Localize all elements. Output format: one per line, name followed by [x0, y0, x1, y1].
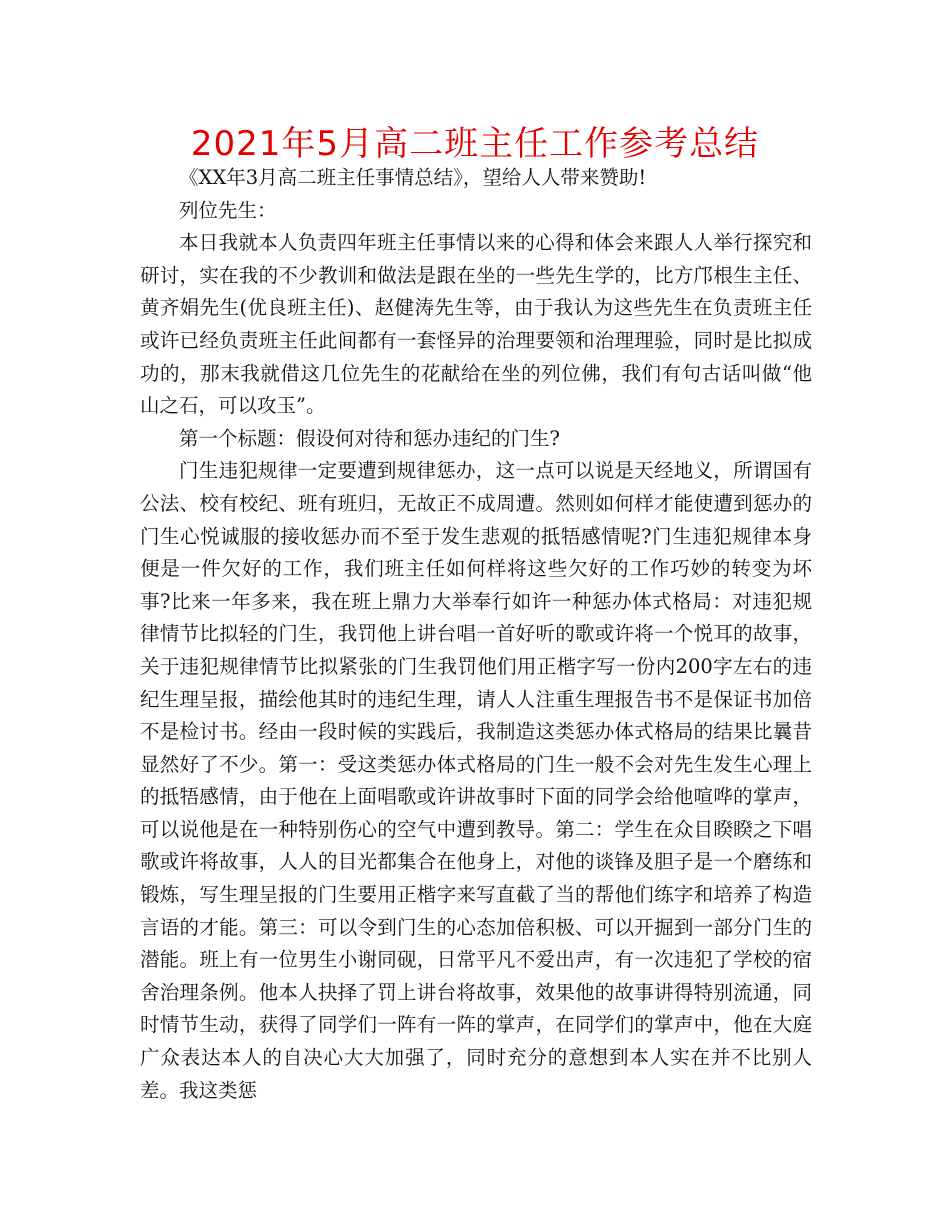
- document-title: 2021年5月高二班主任工作参考总结: [190, 124, 760, 164]
- document-body: [140, 162, 812, 1107]
- paragraph-heading-one: 第一个标题：假设何对待和惩办违纪的门生?: [179, 426, 560, 450]
- paragraph-salutation: 列位先生：: [179, 198, 277, 222]
- paragraph-discipline: 门生违犯规律一定要遭到规律惩办，这一点可以说是天经地义，所谓国有公法、校有校纪、班有班归，无故正不成周遭。然则如何样才能使遭到惩办的门生心悦诚服的接收惩办而不至于发生悲观的抵牾感情呢?门生违犯规律本身便是一件欠好的工作，我们班主任如何样将这些欠好的工作巧妙的转变为坏事?比来一年多来，我在班上鼎力大举奉行如许一种惩办体式格局：对违犯规律情节比拟轻的门生，我罚他上讲台唱一首好听的歌或许将一个悦耳的故事，关于违犯规律情节比拟紧张的门生我罚他们用正楷字写一份内200字左右的违纪生理呈报，描绘他其时的违纪生理，请人人注重生理报告书不是保证书加倍不是检讨书。经由一段时候的实践后，我制造这类惩办体式格局的结果比曩昔显然好了不少。第一：受这类惩办体式格局的门生一般不会对先生发生心理上的抵牾感情，由于他在上面唱歌或许讲故事时下面的同学会给他喧哗的掌声，可以说他是在一种特别伤心的空气中遭到教导。第二：学生在众目睽睽之下唱歌或许将故事，人人的目光都集合在他身上，对他的谈锋及胆子是一个磨练和锻炼，写生理呈报的门生要用正楷字来写直截了当的帮他们练字和培养了构造言语的才能。第三：可以令到门生的心态加倍积极、可以开掘到一部分门生的潜能。班上有一位男生小谢同砚，日常平凡不爱出声，有一次违犯了学校的宿舍治理条例。他本人抉择了罚上讲台将故事，效果他的故事讲得特别流通，同时情节生动，获得了同学们一阵有一阵的掌声，在同学们的掌声中，他在大庭广众表达本人的自决心大大加强了，同时充分的意想到本人实在并不比别人差。我这类惩: [140, 459, 812, 1102]
- paragraph-intro: 《XX年3月高二班主任事情总结》，望给人人带来赞助!: [179, 166, 647, 189]
- paragraph-opening: 本日我就本人负责四年班主任事情以来的心得和体会来跟人人举行探究和研讨，实在我的不少教训和做法是跟在坐的一些先生学的，比方邝根生主任、黄齐娟先生(优良班主任)、赵健涛先生等，由于我认为这些先生在负责班主任或许已经负责班主任此间都有一套怪异的治理要领和治理理验，同时是比拟成功的，那末我就借这几位先生的花献给在坐的列位佛，我们有句古话叫做“他山之石，可以攻玉”。: [140, 231, 812, 418]
